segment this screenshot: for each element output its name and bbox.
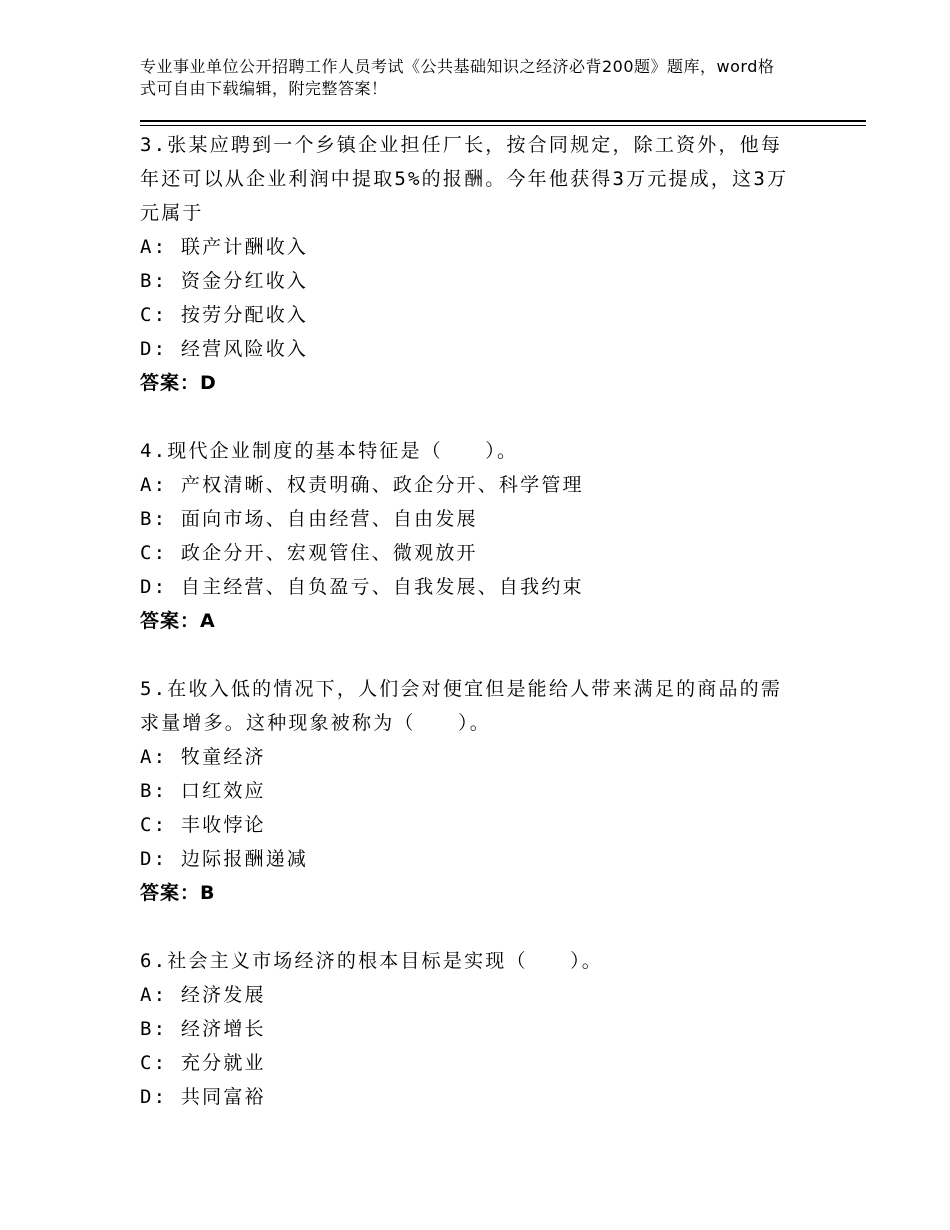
option-a: A: 联产计酬收入	[140, 236, 309, 258]
option-b: B: 资金分红收入	[140, 270, 309, 292]
option-a: A: 产权清晰、权责明确、政企分开、科学管理	[140, 474, 584, 496]
document-header: 专业事业单位公开招聘工作人员考试《公共基础知识之经济必背200题》题库，word格式可自由下载编辑，附完整答案！	[140, 57, 775, 98]
question-4	[140, 434, 800, 638]
answer-label: 答案：B	[140, 882, 216, 904]
header-rule-thick	[140, 120, 866, 122]
question-stem: 4.现代企业制度的基本特征是（ ）。	[140, 440, 519, 462]
option-d: D: 共同富裕	[140, 1086, 266, 1108]
header-rule-thin	[140, 125, 866, 126]
option-b: B: 经济增长	[140, 1018, 266, 1040]
question-3	[140, 128, 800, 400]
option-c: C: 按劳分配收入	[140, 304, 309, 326]
question-6	[140, 944, 800, 1114]
option-c: C: 充分就业	[140, 1052, 266, 1074]
option-a: A: 牧童经济	[140, 746, 266, 768]
option-a: A: 经济发展	[140, 984, 266, 1006]
question-stem: 5.在收入低的情况下，人们会对便宜但是能给人带来满足的商品的需求量增多。这种现象被称为（ ）。	[140, 678, 783, 734]
question-stem: 6.社会主义市场经济的根本目标是实现（ ）。	[140, 950, 603, 972]
option-d: D: 边际报酬递减	[140, 848, 309, 870]
answer-label: 答案：D	[140, 372, 217, 394]
question-stem: 3.张某应聘到一个乡镇企业担任厂长，按合同规定，除工资外，他每年还可以从企业利润中提取5%的报酬。今年他获得3万元提成，这3万元属于	[140, 134, 789, 224]
option-c: C: 丰收悖论	[140, 814, 266, 836]
question-5	[140, 672, 800, 910]
option-c: C: 政企分开、宏观管住、微观放开	[140, 542, 478, 564]
option-b: B: 面向市场、自由经营、自由发展	[140, 508, 478, 530]
option-d: D: 自主经营、自负盈亏、自我发展、自我约束	[140, 576, 584, 598]
question-list	[140, 128, 800, 1114]
answer-label: 答案：A	[140, 610, 216, 632]
option-b: B: 口红效应	[140, 780, 266, 802]
option-d: D: 经营风险收入	[140, 338, 309, 360]
